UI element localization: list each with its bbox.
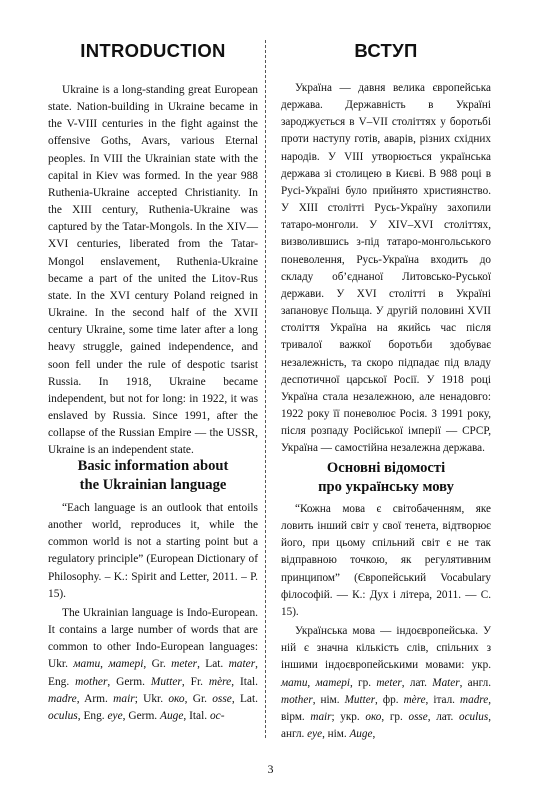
separator: , Gr. <box>184 692 213 705</box>
section-heading-line-2: про українську мову <box>318 479 454 495</box>
example-word: mère <box>208 675 232 688</box>
example-word: madre <box>460 693 489 706</box>
section-heading <box>48 457 258 495</box>
separator: , гр. <box>349 676 377 689</box>
section-heading <box>281 459 491 497</box>
paragraph-text: Українська мова — індоєвропейська. У ній є значна кількість слів, спільних з іншими індоєвропейськими мовами: укр. <box>281 625 491 672</box>
separator: , англ. <box>459 676 492 689</box>
example-word: oculus <box>458 710 489 723</box>
separator: , англ. <box>281 710 491 741</box>
example-word: eye <box>307 728 323 741</box>
example-word: osse <box>408 710 428 723</box>
history-paragraph: Україна — давня велика європейська держава. Державність в Україні зароджується в V–VII століттях у боротьбі проти наступу готів, аварів, різних східних народів. У VIII утворюється українська держава зі столицею в Києві. В 988 році в Русі-Україні було прийнято християнство. У XIII столітті Русь-Україну захопили татаро-монголи. У XIV–XVI століттях, визволившись з-під татаро-монгольського поневолення, Русь-Україна входить до складу об’єднаної Литовсько-Руської держави. У XVI столітті в Україні запановує Польща. У другій половині XVII століття Україна на якийсь час після тривалої важкої боротьби здобуває незалежність, та скоро підпадає під владу деспотичної царської Росії. У 1918 році Україна стала незалежною, але ненадовго: 1922 року її поневолює Росія. З 1991 року, після розпаду Російської імперії — СРСР, Україна — самостійна незалежна держава. <box>281 82 491 455</box>
example-word: mater <box>228 658 256 671</box>
separator: , гр. <box>381 710 409 723</box>
paragraph-text: The Ukrainian language is Indo-European. It contains a large number of words that are common to other Indo-European languages: Ukr. <box>48 606 258 671</box>
separator: , <box>100 658 109 671</box>
separator: , фр. <box>375 693 404 706</box>
separator: ; Ukr. <box>134 692 169 705</box>
separator: , <box>372 728 376 741</box>
example-word: око <box>365 710 382 723</box>
example-word: mair <box>310 710 332 723</box>
example-word: eye <box>107 709 123 722</box>
section-heading-line-1: Basic information about <box>77 458 229 474</box>
example-word: матері <box>108 658 144 671</box>
example-word: Mutter <box>150 675 182 688</box>
example-word: мати <box>73 658 101 671</box>
section-heading-line-2: the Ukrainian language <box>79 477 227 493</box>
example-word: meter <box>376 676 402 689</box>
example-word: Auge <box>160 709 184 722</box>
example-word: mother <box>75 675 108 688</box>
example-word: матері <box>315 676 350 689</box>
example-word: мати <box>281 676 308 689</box>
language-info-body <box>48 500 258 725</box>
language-info-body <box>281 501 491 743</box>
quote-paragraph: “Each language is an outlook that entoils another world, reproduces it, while the common world is not a starting point but a regulatory principle” (European Dictionary of Philosophy. – K.: Spirit and Letter, 2011. – P. 15). <box>48 502 258 600</box>
example-word: oculus <box>48 709 78 722</box>
example-word: mother <box>281 693 313 706</box>
example-word: Mater <box>432 676 460 689</box>
language-paragraph <box>281 623 491 743</box>
example-word: madre <box>48 692 77 705</box>
separator: , Gr. <box>143 658 172 671</box>
language-paragraph <box>48 605 258 725</box>
example-word: osse <box>212 692 232 705</box>
separator: , Ital. <box>231 675 259 688</box>
vstup-body <box>281 80 491 457</box>
separator: , лат. <box>401 676 433 689</box>
example-word: meter <box>171 658 198 671</box>
example-word: mair <box>113 692 135 705</box>
separator: , італ. <box>425 693 461 706</box>
introduction-heading: INTRODUCTION <box>80 40 226 61</box>
separator: , Ital. <box>183 709 210 722</box>
separator: , лат. <box>427 710 459 723</box>
separator: ; укр. <box>331 710 366 723</box>
section-heading-line-1: Основні відомості <box>326 460 446 476</box>
separator: , Germ. <box>122 709 160 722</box>
separator: , Fr. <box>181 675 209 688</box>
page-number: 3 <box>267 762 274 776</box>
vstup-heading: ВСТУП <box>354 40 418 61</box>
separator: , Eng. <box>48 658 259 688</box>
separator: , Eng. <box>77 709 108 722</box>
separator: , Lat. <box>197 658 229 671</box>
quote-paragraph: “Кожна мова є світобаченням, яке ловить інший світ у свої тенета, відтворює його, при цьому спільний світ є не так відправною точкою, як регулятивним принципом” (Європейський Vocabulary філософій. — К.: Дух і літера, 2011. — С. 15). <box>281 503 491 618</box>
history-paragraph: Ukraine is a long-standing great European state. Nation-building in Ukraine became in the V-VIII centuries in the fight against the offensive Goths, Avars, various Eternal peoples. In VIII the Ukrainian state with the capital in Kiev was formed. In the year 988 Ruthenia-Ukraine accepted Christianity. In the XIII century, Ruthenia-Ukraine was captured by the Tatar-Mongols. In the XIV—XVI centuries, liberated from the Tatar-Mongol enslavement, Ruthenia-Ukraine became a part of the united the Litov-Rus state. In the XVI century Poland reigned in Ukraine. In the second half of the XVII century Ukraine, some time later after a long heavy struggle, gained independence, and soon fell under the rule of despotic tsarist Russia. In 1918, Ukraine became independent, but not for long: in 1922, it was enslaved by Russia. Since 1991, after the collapse of the Russian Empire — the USSR, Ukraine is an independent state. <box>48 84 258 457</box>
separator: , вірм. <box>281 693 491 723</box>
separator: , <box>307 676 316 689</box>
example-word: Auge <box>349 728 373 741</box>
separator: , Lat. <box>231 692 258 705</box>
separator: , нім. <box>322 728 350 741</box>
example-word: око <box>168 692 185 705</box>
introduction-body <box>48 82 258 459</box>
example-word: oc- <box>209 709 225 722</box>
separator: , нім. <box>312 693 345 706</box>
separator: , Germ. <box>107 675 151 688</box>
example-word: Mutter <box>344 693 376 706</box>
example-word: mère <box>403 693 426 706</box>
separator: , Arm. <box>76 692 114 705</box>
column-divider <box>265 40 266 738</box>
